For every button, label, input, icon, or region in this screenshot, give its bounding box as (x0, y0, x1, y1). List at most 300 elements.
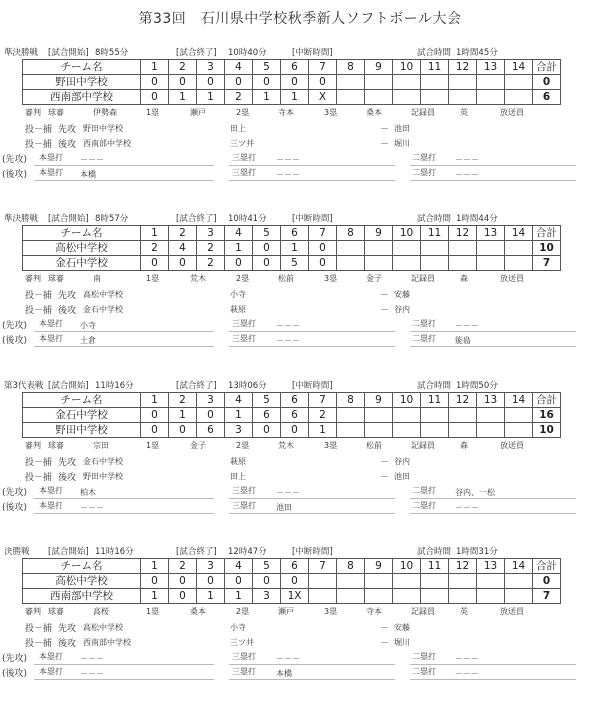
table-row (23, 90, 561, 105)
plate-umpire-label: 球審 (48, 108, 64, 117)
interrupt-label: [中断時間] (292, 381, 333, 391)
inning-header: 6 (281, 60, 309, 75)
inning-score (393, 241, 421, 256)
inning-score: 0 (253, 75, 281, 90)
inning-score (365, 75, 393, 90)
inning-score: 1 (225, 408, 253, 423)
battery-dash: － (380, 473, 390, 483)
inning-score: 0 (141, 90, 169, 105)
end-label: [試合終了] (176, 547, 217, 557)
inning-score (477, 408, 505, 423)
inning-score: 0 (225, 256, 253, 271)
round-label: 第3代表戦 (4, 381, 44, 391)
double-label: 二塁打 (412, 334, 436, 343)
homerun-players: 柏木 (80, 488, 96, 497)
first-base-umpire: 瀬戸 (190, 108, 206, 117)
first-base-umpire: 桑本 (190, 607, 206, 616)
battery-team: 野田中学校 (83, 472, 123, 481)
game-block (0, 210, 600, 346)
double-players: －－－ (455, 170, 479, 179)
triple-players: －－－ (276, 488, 300, 497)
inning-score: 2 (309, 408, 337, 423)
team-name-header: チーム名 (23, 559, 141, 574)
second-base-label: 2塁 (236, 108, 250, 117)
triple-label: 三塁打 (232, 153, 256, 162)
umpire-line (0, 107, 600, 119)
inning-score: 1X (281, 589, 309, 604)
inning-header: 4 (225, 393, 253, 408)
scoreboard-table (22, 225, 561, 271)
inning-score: 6 (253, 408, 281, 423)
end-label: [試合終了] (176, 381, 217, 391)
game-block (0, 543, 600, 679)
start-time: 11時16分 (95, 381, 134, 391)
pitcher-name: 田上 (230, 472, 246, 481)
extra-base-hits-line (0, 485, 600, 499)
extra-base-hits-line (0, 500, 600, 514)
pitcher-name: 三ツ井 (230, 638, 254, 647)
recorder-name: 英 (460, 607, 468, 616)
team-total: 0 (533, 574, 561, 589)
side-label: (先攻) (2, 654, 28, 664)
inning-score: 1 (197, 589, 225, 604)
inning-score (449, 256, 477, 271)
inning-header: 7 (309, 393, 337, 408)
inning-score (505, 423, 533, 438)
inning-score (309, 574, 337, 589)
round-label: 決勝戦 (4, 547, 30, 557)
triple-label: 三塁打 (232, 652, 256, 661)
homerun-players: －－－ (80, 654, 104, 663)
duration-value: 1時間44分 (456, 214, 498, 224)
batting-order: 後攻 (58, 639, 77, 649)
team-name: 高松中学校 (23, 241, 141, 256)
inning-score (477, 423, 505, 438)
table-header-row (23, 393, 561, 408)
pitcher-name: 田上 (230, 124, 246, 133)
inning-header: 4 (225, 60, 253, 75)
table-row (23, 589, 561, 604)
inning-header: 8 (337, 559, 365, 574)
inning-header: 3 (197, 559, 225, 574)
team-total: 6 (533, 90, 561, 105)
double-players: －－－ (455, 669, 479, 678)
plate-umpire-label: 球審 (48, 607, 64, 616)
interrupt-label: [中断時間] (292, 214, 333, 224)
battery-team: 西南部中学校 (83, 139, 131, 148)
inning-header: 10 (393, 60, 421, 75)
inning-score: 0 (141, 408, 169, 423)
team-total: 7 (533, 589, 561, 604)
inning-score (449, 423, 477, 438)
battery-dash: － (380, 125, 390, 135)
inning-score: 0 (253, 574, 281, 589)
inning-header: 2 (169, 393, 197, 408)
third-base-label: 3塁 (324, 607, 338, 616)
second-base-umpire: 瀬戸 (278, 607, 294, 616)
inning-score: 0 (309, 75, 337, 90)
triple-label: 三塁打 (232, 334, 256, 343)
second-base-label: 2塁 (236, 274, 250, 283)
inning-score (365, 241, 393, 256)
inning-header: 12 (449, 559, 477, 574)
second-base-label: 2塁 (236, 441, 250, 450)
inning-header: 13 (477, 226, 505, 241)
table-header-row (23, 60, 561, 75)
inning-score: 1 (253, 90, 281, 105)
inning-score (449, 574, 477, 589)
inning-header: 6 (281, 393, 309, 408)
inning-header: 7 (309, 60, 337, 75)
inning-score: 1 (281, 241, 309, 256)
inning-score: 0 (169, 423, 197, 438)
inning-header: 5 (253, 559, 281, 574)
double-label: 二塁打 (412, 501, 436, 510)
inning-score: 1 (169, 90, 197, 105)
inning-header: 9 (365, 60, 393, 75)
inning-score: 1 (197, 90, 225, 105)
third-base-umpire: 金子 (366, 274, 382, 283)
first-base-label: 1塁 (146, 607, 160, 616)
inning-score (449, 90, 477, 105)
battery-team: 高松中学校 (83, 623, 123, 632)
table-row (23, 423, 561, 438)
inning-score: 3 (253, 589, 281, 604)
inning-score: 2 (197, 241, 225, 256)
inning-score: 0 (253, 241, 281, 256)
table-row (23, 574, 561, 589)
double-label: 二塁打 (412, 486, 436, 495)
inning-score (477, 90, 505, 105)
game-block (0, 44, 600, 180)
inning-score: 0 (309, 256, 337, 271)
inning-score (449, 408, 477, 423)
homerun-players: 土倉 (80, 336, 96, 345)
inning-header: 13 (477, 559, 505, 574)
inning-score (365, 423, 393, 438)
team-name: 野田中学校 (23, 423, 141, 438)
team-total: 16 (533, 408, 561, 423)
inning-score (505, 256, 533, 271)
recorder-label: 記録員 (411, 441, 435, 450)
inning-score (477, 574, 505, 589)
homerun-label: 本塁打 (39, 153, 63, 162)
round-label: 準決勝戦 (4, 214, 39, 224)
duration-value: 1時間31分 (456, 547, 498, 557)
battery-line (0, 621, 600, 634)
catcher-name: 安藤 (394, 623, 410, 632)
duration-label: 試合時間 (417, 381, 452, 391)
inning-score: 1 (225, 241, 253, 256)
pitcher-name: 小寺 (230, 623, 246, 632)
plate-umpire-label: 球審 (48, 441, 64, 450)
inning-score: 0 (225, 75, 253, 90)
triple-players: 本橋 (276, 669, 292, 678)
plate-umpire-name: 伊勢森 (93, 108, 117, 117)
inning-score (477, 256, 505, 271)
team-name: 西南部中学校 (23, 90, 141, 105)
inning-header: 2 (169, 60, 197, 75)
inning-score (393, 589, 421, 604)
inning-header: 1 (141, 393, 169, 408)
extra-base-hits-line (0, 318, 600, 332)
recorder-label: 記録員 (411, 108, 435, 117)
inning-score (337, 574, 365, 589)
homerun-label: 本塁打 (39, 667, 63, 676)
inning-header: 11 (421, 559, 449, 574)
inning-header: 11 (421, 60, 449, 75)
team-name-header: チーム名 (23, 226, 141, 241)
inning-score: 6 (281, 408, 309, 423)
homerun-label: 本塁打 (39, 168, 63, 177)
inning-score (505, 589, 533, 604)
inning-score: 1 (281, 90, 309, 105)
double-label: 二塁打 (412, 168, 436, 177)
start-time: 8時55分 (95, 48, 129, 58)
inning-score: 0 (141, 75, 169, 90)
team-total: 7 (533, 256, 561, 271)
referee-label: 審判 (25, 274, 41, 283)
team-name: 金石中学校 (23, 256, 141, 271)
triple-players: －－－ (276, 654, 300, 663)
side-label: (先攻) (2, 155, 28, 165)
inning-score (449, 241, 477, 256)
inning-score (505, 90, 533, 105)
battery-team: 金石中学校 (83, 305, 123, 314)
page-title: 第33回 石川県中学校秋季新人ソフトボール大会 (138, 11, 462, 27)
triple-players: －－－ (276, 336, 300, 345)
double-players: 能島 (455, 336, 471, 345)
table-row (23, 241, 561, 256)
inning-header: 2 (169, 559, 197, 574)
batting-order: 後攻 (58, 473, 77, 483)
inning-score (393, 75, 421, 90)
scoreboard-table (22, 392, 561, 438)
inning-score: 1 (225, 589, 253, 604)
duration-value: 1時間45分 (456, 48, 498, 58)
homerun-label: 本塁打 (39, 501, 63, 510)
inning-score (421, 90, 449, 105)
inning-score (365, 256, 393, 271)
catcher-name: 安藤 (394, 290, 410, 299)
game-header (0, 44, 600, 58)
third-base-label: 3塁 (324, 274, 338, 283)
inning-header: 6 (281, 559, 309, 574)
recorder-label: 記録員 (411, 607, 435, 616)
start-label: [試合開始] (48, 547, 89, 557)
table-row (23, 256, 561, 271)
umpire-line (0, 273, 600, 285)
battery-dash: － (380, 291, 390, 301)
start-label: [試合開始] (48, 48, 89, 58)
side-label: (先攻) (2, 321, 28, 331)
triple-label: 三塁打 (232, 168, 256, 177)
battery-dash: － (380, 458, 390, 468)
inning-score (393, 256, 421, 271)
pitcher-name: 小寺 (230, 290, 246, 299)
triple-players: －－－ (276, 170, 300, 179)
inning-header: 8 (337, 393, 365, 408)
team-total: 10 (533, 241, 561, 256)
battery-dash: － (380, 624, 390, 634)
inning-header: 14 (505, 60, 533, 75)
umpire-line (0, 606, 600, 618)
inning-score (365, 589, 393, 604)
homerun-label: 本塁打 (39, 334, 63, 343)
referee-label: 審判 (25, 108, 41, 117)
inning-header: 10 (393, 559, 421, 574)
homerun-players: 小寺 (80, 321, 96, 330)
batting-order: 先攻 (58, 624, 77, 634)
inning-score (477, 241, 505, 256)
inning-header: 13 (477, 60, 505, 75)
inning-header: 5 (253, 60, 281, 75)
team-name-header: チーム名 (23, 60, 141, 75)
inning-header: 8 (337, 60, 365, 75)
inning-score (505, 408, 533, 423)
inning-score (477, 75, 505, 90)
start-label: [試合開始] (48, 381, 89, 391)
first-base-umpire: 金子 (190, 441, 206, 450)
inning-score (393, 90, 421, 105)
inning-score (421, 256, 449, 271)
inning-header: 3 (197, 393, 225, 408)
inning-header: 14 (505, 226, 533, 241)
inning-score: 0 (141, 574, 169, 589)
recorder-label: 記録員 (411, 274, 435, 283)
team-name: 西南部中学校 (23, 589, 141, 604)
inning-score: 4 (169, 241, 197, 256)
duration-label: 試合時間 (417, 214, 452, 224)
start-label: [試合開始] (48, 214, 89, 224)
inning-score (337, 256, 365, 271)
double-label: 二塁打 (412, 153, 436, 162)
pitcher-name: 萩原 (230, 305, 246, 314)
inning-score (365, 408, 393, 423)
inning-score (421, 423, 449, 438)
battery-line (0, 288, 600, 301)
inning-header: 9 (365, 559, 393, 574)
catcher-name: 池田 (394, 124, 410, 133)
inning-header: 7 (309, 559, 337, 574)
extra-base-hits-line (0, 167, 600, 181)
table-row (23, 75, 561, 90)
inning-score: 1 (309, 423, 337, 438)
inning-score (365, 90, 393, 105)
inning-header: 4 (225, 226, 253, 241)
inning-score (337, 90, 365, 105)
end-time: 10時41分 (228, 214, 267, 224)
inning-score: 6 (197, 423, 225, 438)
battery-line (0, 303, 600, 316)
triple-label: 三塁打 (232, 667, 256, 676)
catcher-name: 堀川 (394, 638, 410, 647)
battery-label: 投－捕 (25, 473, 53, 483)
homerun-players: －－－ (80, 503, 104, 512)
end-label: [試合終了] (176, 48, 217, 58)
batting-order: 後攻 (58, 306, 77, 316)
inning-score: 0 (253, 256, 281, 271)
inning-score (505, 75, 533, 90)
game-header (0, 377, 600, 391)
inning-score: 2 (141, 241, 169, 256)
inning-score: 0 (253, 423, 281, 438)
battery-team: 金石中学校 (83, 457, 123, 466)
third-base-umpire: 松前 (366, 441, 382, 450)
battery-dash: － (380, 140, 390, 150)
inning-score (393, 408, 421, 423)
inning-score (477, 589, 505, 604)
double-label: 二塁打 (412, 652, 436, 661)
end-time: 10時40分 (228, 48, 267, 58)
battery-team: 野田中学校 (83, 124, 123, 133)
batting-order: 先攻 (58, 458, 77, 468)
inning-header: 11 (421, 393, 449, 408)
battery-label: 投－捕 (25, 639, 53, 649)
team-name: 野田中学校 (23, 75, 141, 90)
recorder-name: 森 (460, 441, 468, 450)
total-header: 合計 (533, 393, 561, 408)
inning-score (337, 589, 365, 604)
inning-score (337, 75, 365, 90)
first-base-umpire: 荒木 (190, 274, 206, 283)
extra-base-hits-line (0, 666, 600, 680)
inning-header: 10 (393, 226, 421, 241)
catcher-name: 谷内 (394, 457, 410, 466)
inning-score: X (309, 90, 337, 105)
side-label: (後攻) (2, 336, 28, 346)
inning-score (337, 241, 365, 256)
inning-score (337, 423, 365, 438)
inning-header: 14 (505, 393, 533, 408)
total-header: 合計 (533, 559, 561, 574)
first-base-label: 1塁 (146, 441, 160, 450)
inning-header: 9 (365, 226, 393, 241)
inning-header: 5 (253, 393, 281, 408)
interrupt-label: [中断時間] (292, 547, 333, 557)
second-base-umpire: 寺本 (278, 108, 294, 117)
double-players: 谷内、一松 (455, 488, 495, 497)
inning-header: 3 (197, 226, 225, 241)
second-base-label: 2塁 (236, 607, 250, 616)
battery-dash: － (380, 639, 390, 649)
double-label: 二塁打 (412, 319, 436, 328)
plate-umpire-name: 南 (93, 274, 101, 283)
catcher-name: 池田 (394, 472, 410, 481)
extra-base-hits-line (0, 152, 600, 166)
extra-base-hits-line (0, 333, 600, 347)
table-row (23, 408, 561, 423)
battery-line (0, 122, 600, 135)
side-label: (後攻) (2, 170, 28, 180)
total-header: 合計 (533, 226, 561, 241)
battery-label: 投－捕 (25, 291, 53, 301)
homerun-players: －－－ (80, 155, 104, 164)
inning-header: 8 (337, 226, 365, 241)
inning-score (365, 574, 393, 589)
recorder-name: 英 (460, 108, 468, 117)
batting-order: 後攻 (58, 140, 77, 150)
inning-header: 1 (141, 559, 169, 574)
extra-base-hits-line (0, 651, 600, 665)
side-label: (後攻) (2, 669, 28, 679)
second-base-umpire: 荒木 (278, 441, 294, 450)
inning-score: 1 (141, 589, 169, 604)
triple-players: 池田 (276, 503, 292, 512)
inning-score (421, 589, 449, 604)
inning-score: 0 (225, 574, 253, 589)
inning-header: 2 (169, 226, 197, 241)
